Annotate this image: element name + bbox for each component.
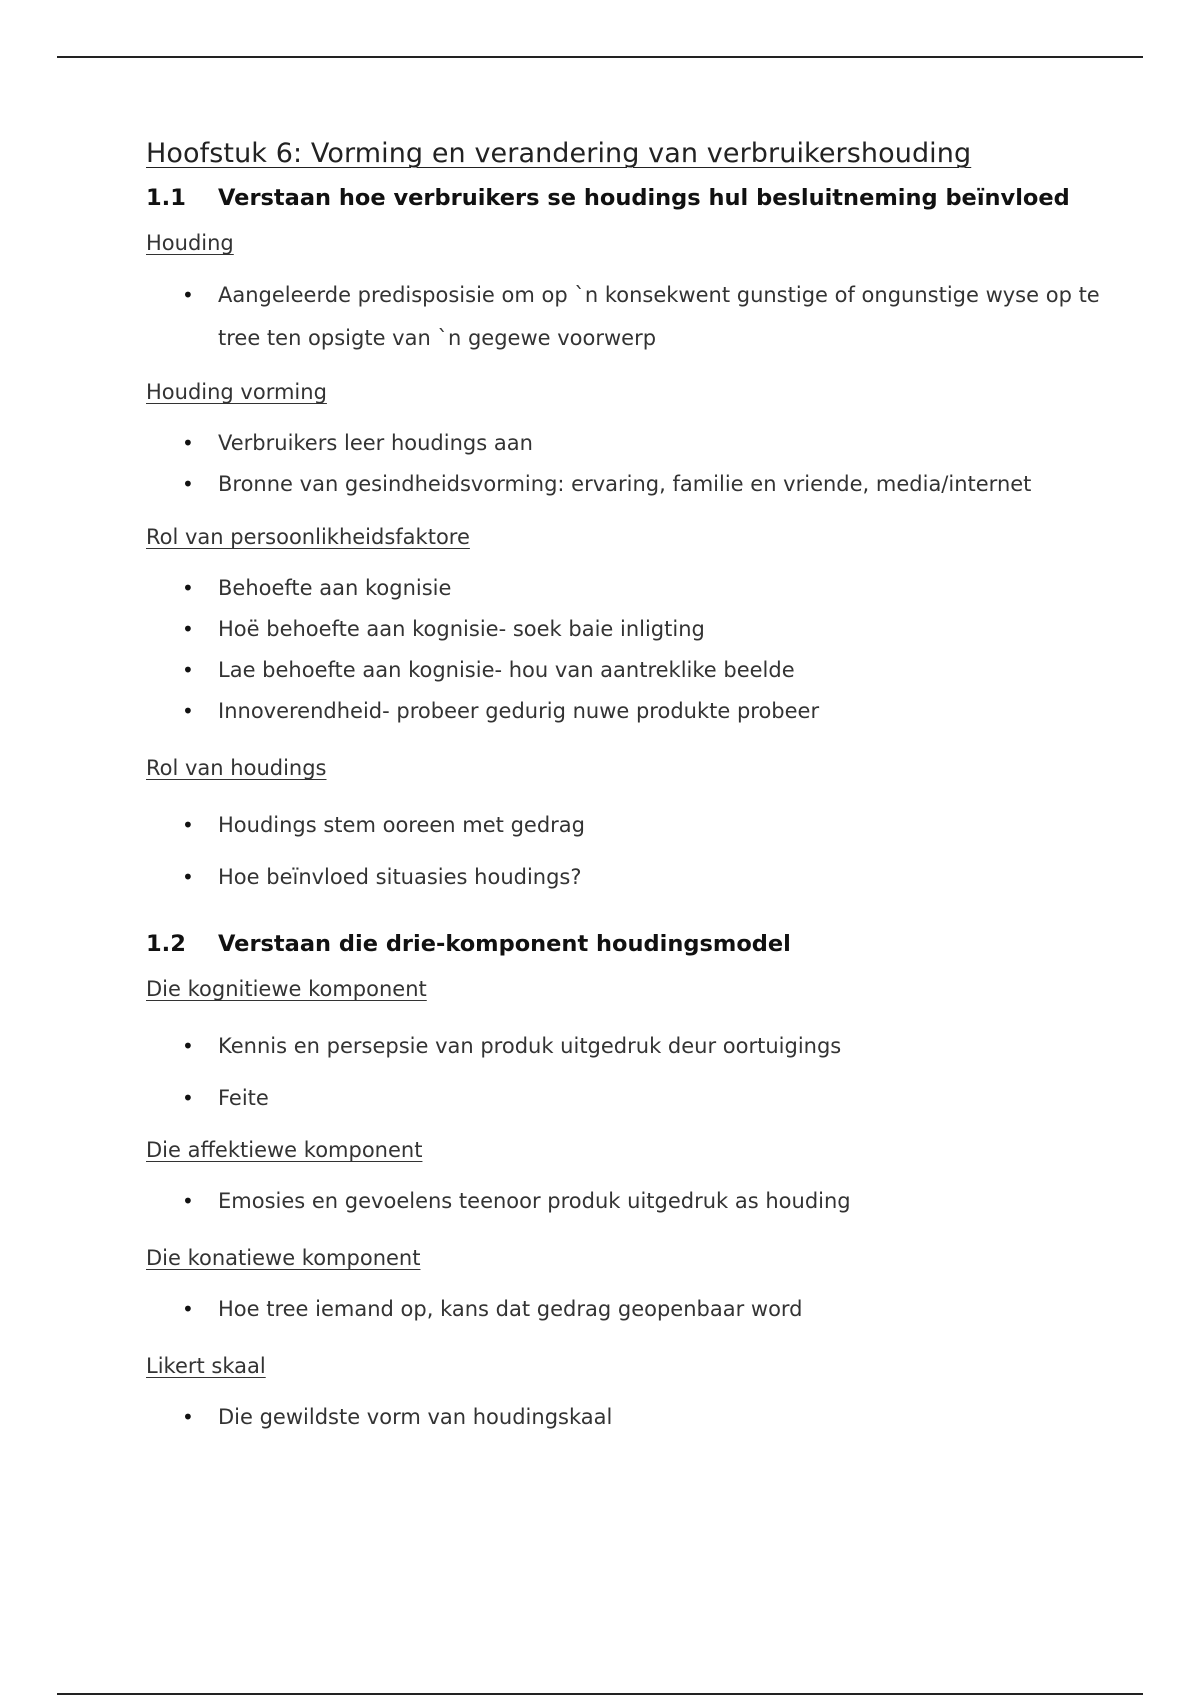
list-item: • Kennis en persepsie van produk uitgedruk deur oortuigings <box>146 1020 1106 1072</box>
bullet-icon: • <box>182 699 194 723</box>
list-item: • Lae behoefte aan kognisie- hou van aantreklike beelde <box>146 650 1106 691</box>
bullet-list <box>146 568 1106 732</box>
list-item: • Innoverendheid- probeer gedurig nuwe produkte probeer <box>146 691 1106 732</box>
subsection-heading: Likert skaal <box>146 1354 266 1378</box>
bullet-icon: • <box>182 1189 194 1213</box>
bullet-icon: • <box>182 1297 194 1321</box>
bullet-list <box>146 799 1106 903</box>
section-title: Verstaan die drie-komponent houdingsmodel <box>218 931 791 957</box>
list-item: • Hoe tree iemand op, kans dat gedrag geopenbaar word <box>146 1289 1106 1330</box>
section-heading <box>146 185 1106 211</box>
list-item: • Bronne van gesindheidsvorming: ervaring, familie en vriende, media/internet <box>146 464 1106 505</box>
bullet-list <box>146 1289 1106 1330</box>
subsection-heading: Die konatiewe komponent <box>146 1246 421 1270</box>
list-item: • Hoë behoefte aan kognisie- soek baie inligting <box>146 609 1106 650</box>
bullet-icon: • <box>182 431 194 455</box>
bullet-list <box>146 274 1106 360</box>
list-item: • Hoe beïnvloed situasies houdings? <box>146 851 1106 903</box>
page-content <box>146 138 1106 1438</box>
section-title: Verstaan hoe verbruikers se houdings hul besluitneming beïnvloed <box>218 185 1070 211</box>
list-item: • Emosies en gevoelens teenoor produk uitgedruk as houding <box>146 1181 1106 1222</box>
bullet-icon: • <box>182 617 194 641</box>
subsection-heading: Rol van houdings <box>146 756 327 780</box>
bullet-icon: • <box>182 1034 194 1058</box>
section-heading <box>146 931 1106 957</box>
bullet-icon: • <box>182 813 194 837</box>
bullet-icon: • <box>182 1086 194 1110</box>
bullet-icon: • <box>182 658 194 682</box>
subsection-heading: Houding <box>146 231 234 255</box>
top-rule <box>57 56 1143 58</box>
section-number: 1.1 <box>146 185 186 211</box>
chapter-title: Hoofstuk 6: Vorming en verandering van verbruikershouding <box>146 138 972 169</box>
subsection-heading: Rol van persoonlikheidsfaktore <box>146 525 470 549</box>
bullet-icon: • <box>182 283 194 307</box>
bullet-icon: • <box>182 865 194 889</box>
list-item: • Feite <box>146 1072 1106 1124</box>
bullet-list <box>146 1181 1106 1222</box>
bullet-icon: • <box>182 472 194 496</box>
list-item: • Aangeleerde predisposisie om op `n konsekwent gunstige of ongunstige wyse op te tree ten opsigte van `n gegewe voorwerp <box>146 274 1106 360</box>
bullet-icon: • <box>182 1405 194 1429</box>
bullet-list <box>146 423 1106 505</box>
bottom-rule <box>57 1693 1143 1695</box>
list-item: • Verbruikers leer houdings aan <box>146 423 1106 464</box>
bullet-list <box>146 1397 1106 1438</box>
subsection-heading: Die affektiewe komponent <box>146 1138 423 1162</box>
list-item: • Houdings stem ooreen met gedrag <box>146 799 1106 851</box>
section-number: 1.2 <box>146 931 186 957</box>
bullet-icon: • <box>182 576 194 600</box>
list-item: • Behoefte aan kognisie <box>146 568 1106 609</box>
list-item: • Die gewildste vorm van houdingskaal <box>146 1397 1106 1438</box>
subsection-heading: Die kognitiewe komponent <box>146 977 427 1001</box>
bullet-list <box>146 1020 1106 1124</box>
subsection-heading: Houding vorming <box>146 380 327 404</box>
